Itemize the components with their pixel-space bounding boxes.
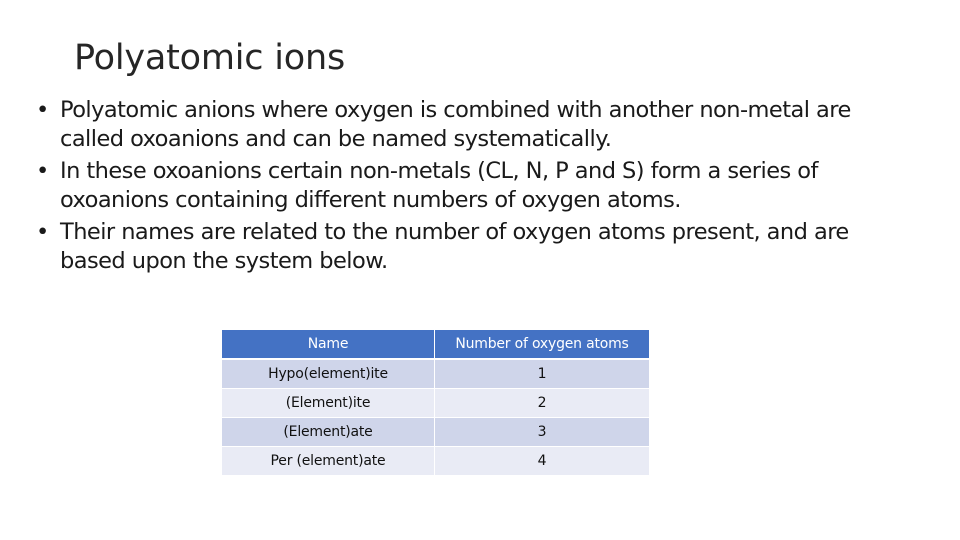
bullet-item	[36, 157, 916, 215]
table-cell-name: Hypo(element)ite	[222, 360, 434, 389]
table-cell-oxygen-count: 2	[435, 389, 649, 418]
table-row	[222, 447, 649, 476]
bullet-marker: •	[36, 97, 49, 123]
table-cell-oxygen-count: 4	[435, 447, 649, 476]
bullet-text: Their names are related to the number of oxygen atoms present, and are based upon the system below.	[60, 219, 849, 274]
bullet-text: Polyatomic anions where oxygen is combined with another non-metal are called oxoanions and can be named systematically.	[60, 97, 851, 152]
bullet-list	[36, 96, 916, 279]
table-row	[222, 418, 649, 447]
table-cell-oxygen-count: 1	[435, 360, 649, 389]
column-header-name: Name	[222, 330, 434, 360]
table-row	[222, 389, 649, 418]
bullet-item	[36, 218, 916, 276]
bullet-marker: •	[36, 158, 49, 184]
column-header-oxygen-count: Number of oxygen atoms	[435, 330, 649, 360]
table-cell-name: Per (element)ate	[222, 447, 434, 476]
table-header-row	[222, 330, 649, 360]
table-row	[222, 360, 649, 389]
bullet-marker: •	[36, 219, 49, 245]
table-cell-name: (Element)ate	[222, 418, 434, 447]
bullet-text: In these oxoanions certain non-metals (CL, N, P and S) form a series of oxoanions containing different numbers of oxygen atoms.	[60, 158, 818, 213]
table-cell-oxygen-count: 3	[435, 418, 649, 447]
oxoanion-table-container	[222, 330, 649, 476]
oxoanion-naming-table	[222, 330, 649, 476]
table-cell-name: (Element)ite	[222, 389, 434, 418]
slide-title: Polyatomic ions	[74, 38, 346, 78]
bullet-item	[36, 96, 916, 154]
